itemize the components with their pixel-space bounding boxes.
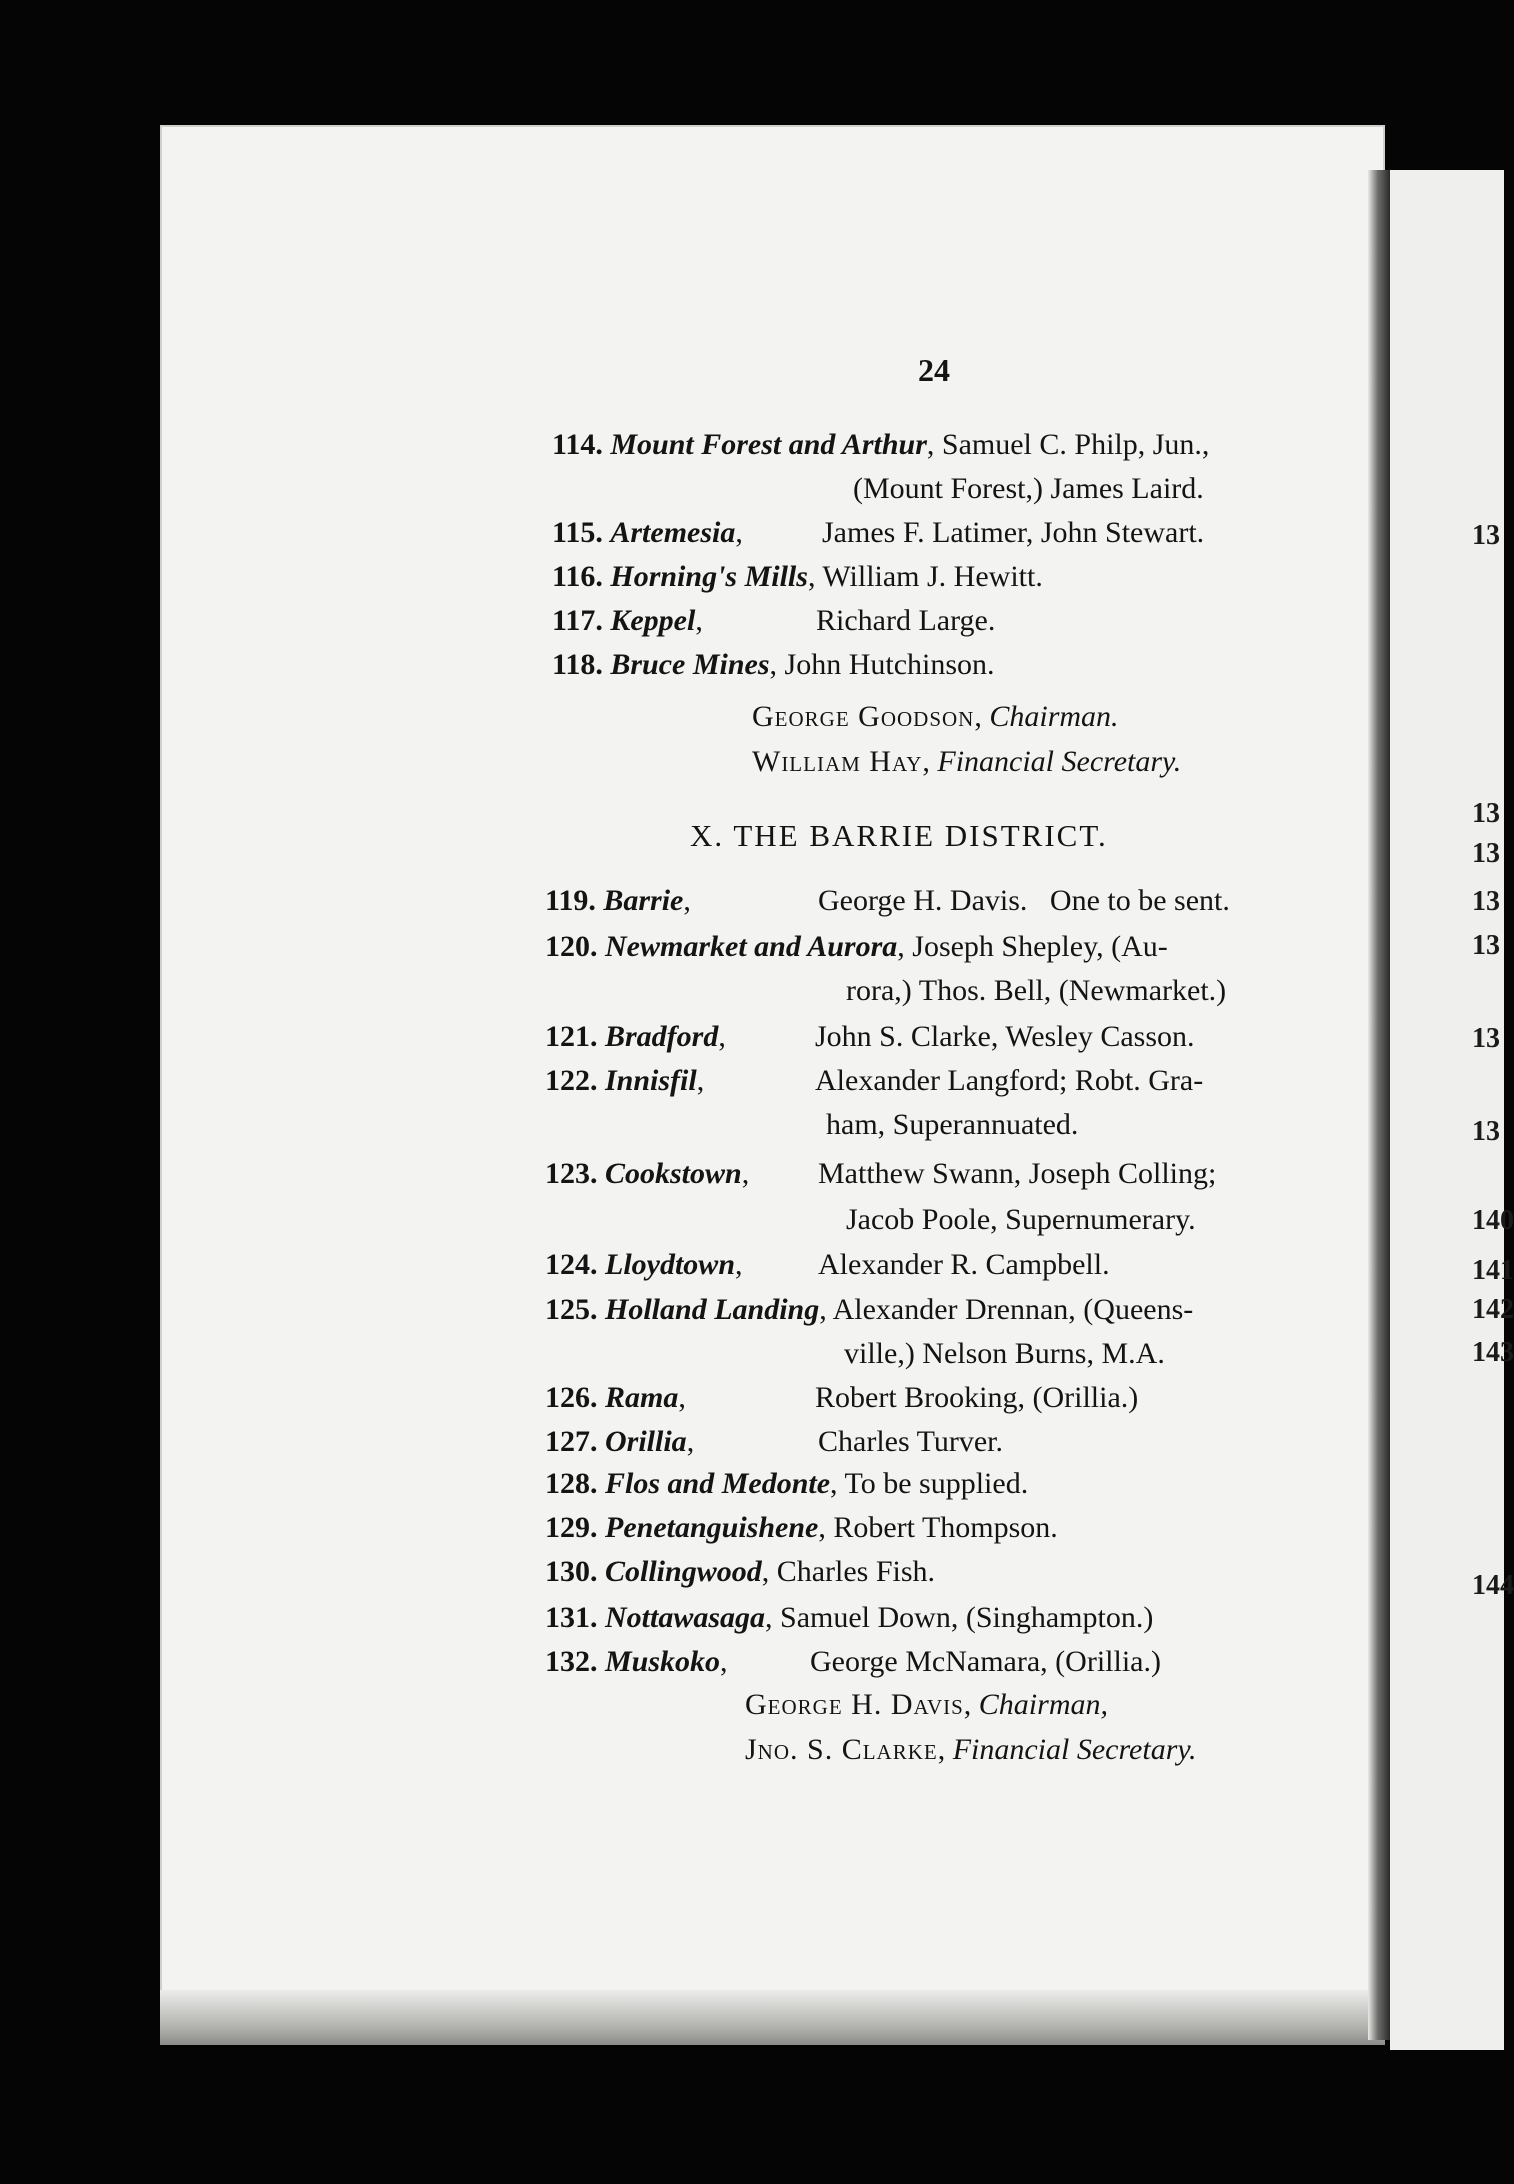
preacher-names: Matthew Swann, Joseph Colling; [818,1157,1217,1190]
entry-number: 129. [545,1511,598,1544]
circuit-name: Horning's Mills [610,560,808,593]
preacher-names: Robert Brooking, (Orillia.) [815,1381,1139,1414]
entry-120-continued: rora,) Thos. Bell, (Newmarket.) [846,974,1227,1007]
entry-121 [545,1020,726,1054]
separator: , [683,884,691,917]
secretary-signoff: Jno. S. Clarke, Financial Secretary. [745,1733,1197,1766]
circuit-name: Bradford [605,1020,719,1053]
entry-114 [552,428,1209,462]
preacher-names: Samuel Down, (Singhampton.) [780,1601,1154,1634]
preacher-names: Richard Large. [816,604,996,637]
entry-number: 125. [545,1293,598,1326]
right-page-fragment: 13 [1472,838,1500,869]
separator: , [807,560,816,593]
entry-number: 126. [545,1381,598,1414]
entry-123 [545,1157,749,1191]
entry-115 [552,516,743,550]
entry-122-continued: ham, Superannuated. [826,1108,1079,1141]
secretary-name: William Hay [752,745,923,778]
entry-116 [552,560,1043,594]
separator: , [720,1645,728,1678]
separator: , [735,1248,743,1281]
circuit-name: Holland Landing [605,1293,820,1326]
chairman-title: Chairman, [978,1688,1108,1721]
circuit-name: Rama [605,1381,679,1414]
page-number: 24 [918,352,950,388]
entry-132 [545,1645,728,1679]
secretary-title: Financial Secretary. [952,1733,1197,1766]
circuit-name: Muskoko [605,1645,721,1678]
circuit-name: Orillia [605,1425,687,1458]
preacher-names: George McNamara, (Orillia.) [810,1645,1161,1678]
preacher-names: Joseph Shepley, (Au- [912,930,1168,963]
entry-128 [545,1467,1028,1501]
right-page-fragment: 141 [1472,1255,1514,1286]
circuit-name: Mount Forest and Arthur [610,428,927,461]
circuit-name: Collingwood [605,1555,762,1588]
chairman-signoff: George Goodson, Chairman. [752,700,1119,733]
district-heading: X. THE BARRIE DISTRICT. [690,818,1108,853]
separator: , [765,1601,773,1634]
book-gutter [1368,170,1390,2040]
right-page [1390,170,1504,2050]
right-page-fragment: 13 [1472,886,1500,917]
entry-125 [545,1293,1193,1327]
entry-number: 131. [545,1601,598,1634]
chairman-name: George H. Davis [745,1688,964,1721]
entry-number: 118. [552,648,603,681]
entry-114-continued: (Mount Forest,) James Laird. [853,472,1204,505]
entry-129 [545,1511,1058,1545]
preacher-names: Charles Fish. [776,1555,936,1588]
entry-number: 119. [545,884,596,917]
separator: , [818,1511,826,1544]
entry-number: 128. [545,1467,598,1500]
entry-131 [545,1601,1153,1635]
separator: , [718,1020,726,1053]
entry-130 [545,1555,935,1589]
entry-number: 116. [552,560,603,593]
separator: , [819,1293,827,1326]
secretary-title: Financial Secretary. [937,745,1182,778]
circuit-name: Artemesia [610,516,736,549]
entry-123-continued: Jacob Poole, Supernumerary. [846,1203,1196,1236]
circuit-name: Penetanguishene [605,1511,819,1544]
entry-125-continued: ville,) Nelson Burns, M.A. [844,1337,1165,1370]
right-page-fragment: 143 [1472,1337,1514,1368]
right-page-fragment: 13 [1472,1116,1500,1147]
preacher-names: Alexander R. Campbell. [818,1248,1110,1281]
entry-126 [545,1381,686,1415]
preacher-names: John S. Clarke, Wesley Casson. [815,1020,1195,1053]
secretary-name: Jno. S. Clarke [745,1733,938,1766]
preacher-names: To be supplied. [844,1467,1029,1500]
circuit-name: Newmarket and Aurora [605,930,898,963]
preacher-names: Alexander Langford; Robt. Gra- [815,1064,1204,1097]
right-page-fragment: 13 [1472,520,1500,551]
entry-127 [545,1425,694,1459]
separator: , [926,428,935,461]
entry-number: 130. [545,1555,598,1588]
entry-number: 127. [545,1425,598,1458]
separator: , [769,648,778,681]
entry-number: 114. [552,428,603,461]
separator: , [695,604,703,637]
circuit-name: Lloydtown [605,1248,736,1281]
entry-number: 121. [545,1020,598,1053]
preacher-names: George H. Davis. One to be sent. [818,884,1230,917]
preacher-names: John Hutchinson. [784,648,995,681]
entry-122 [545,1064,704,1098]
preacher-names: Alexander Drennan, (Queens- [832,1293,1194,1326]
circuit-name: Innisfil [605,1064,697,1097]
circuit-name: Cookstown [605,1157,742,1190]
entry-number: 117. [552,604,603,637]
entry-118 [552,648,995,682]
preacher-names: Charles Turver. [818,1425,1004,1458]
preacher-names: Samuel C. Philp, Jun., [941,428,1210,461]
right-page-fragment: 140 [1472,1205,1514,1236]
circuit-name: Barrie [603,884,684,917]
entry-120 [545,930,1168,964]
preacher-names: William J. Hewitt. [822,560,1043,593]
separator: , [897,930,905,963]
separator: , [735,516,743,549]
separator: , [696,1064,705,1097]
separator: , [761,1555,770,1588]
separator: , [686,1425,695,1458]
entry-number: 122. [545,1064,598,1097]
right-page-fragment: 13 [1472,930,1500,961]
circuit-name: Keppel [610,604,696,637]
circuit-name: Nottawasaga [605,1601,766,1634]
preacher-names: James F. Latimer, John Stewart. [822,516,1205,549]
chairman-title: Chairman. [989,700,1119,733]
entry-124 [545,1248,743,1282]
page-bottom-edge [160,1990,1385,2045]
entry-number: 115. [552,516,603,549]
secretary-signoff: William Hay, Financial Secretary. [752,745,1182,778]
entry-number: 123. [545,1157,598,1190]
right-page-fragment: 142 [1472,1294,1514,1325]
separator: , [741,1157,750,1190]
right-page-fragment: 13 [1472,1023,1500,1054]
right-page-fragment: 13 [1472,798,1500,829]
circuit-name: Flos and Medonte [605,1467,831,1500]
preacher-names: Robert Thompson. [833,1511,1058,1544]
entry-number: 132. [545,1645,598,1678]
entry-number: 120. [545,930,598,963]
circuit-name: Bruce Mines [610,648,770,681]
entry-number: 124. [545,1248,598,1281]
chairman-name: George Goodson [752,700,975,733]
right-page-fragment: 144 [1472,1570,1514,1601]
separator: , [678,1381,686,1414]
entry-119 [545,884,691,918]
chairman-signoff: George H. Davis, Chairman, [745,1688,1108,1721]
separator: , [830,1467,838,1500]
entry-117 [552,604,703,638]
